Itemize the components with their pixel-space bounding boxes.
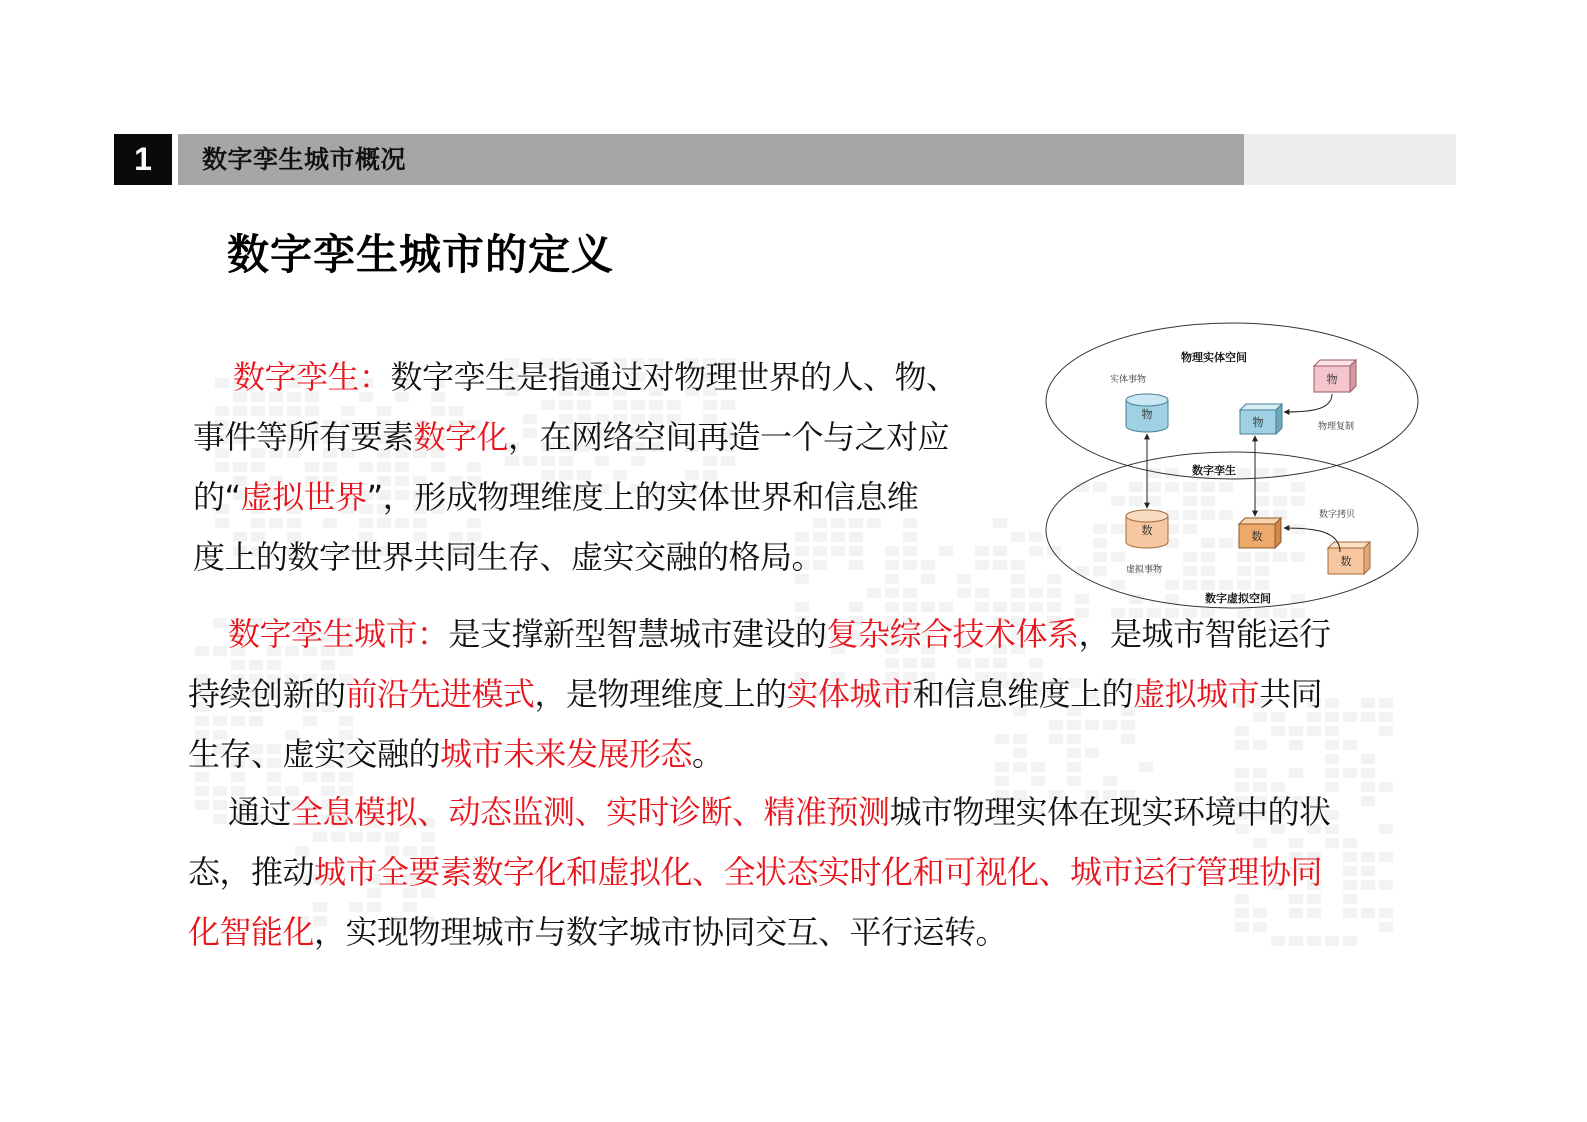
body-text: 是支撑新型智慧城市建设的 [448, 615, 827, 653]
highlight-text: 虚拟城市 [1133, 675, 1260, 713]
para-line [193, 527, 958, 587]
body-text: 。 [692, 735, 724, 773]
virtual-cylinder [1126, 510, 1168, 548]
body-text: ，在网络空间再造一个与之对应 [508, 418, 950, 456]
para-line [188, 842, 1331, 902]
physical-cube [1240, 404, 1282, 434]
para-line [188, 902, 1331, 962]
para-line [188, 782, 1331, 842]
body-text: 事件等所有要素 [193, 418, 414, 456]
para-line [193, 407, 958, 467]
section-number: 1 [114, 134, 172, 185]
digital-twin-city-definition [188, 604, 1331, 784]
svg-text:数: 数 [1141, 524, 1153, 537]
highlight-text: 数字孪生城市： [228, 615, 449, 653]
physical-space-ellipse [1046, 323, 1418, 479]
svg-text:物: 物 [1252, 416, 1264, 429]
highlight-text: 全息模拟、动态监测、实时诊断、精准预测 [291, 793, 890, 831]
body-text: 生存、虚实交融的 [188, 735, 441, 773]
svg-text:物: 物 [1141, 408, 1153, 421]
body-text: 和信息维度上的 [912, 675, 1134, 713]
section-header [114, 134, 1456, 185]
highlight-text: 数字化 [413, 418, 509, 456]
body-text: 通过 [228, 793, 292, 831]
body-text: 态，推动 [188, 853, 315, 891]
para-line [193, 467, 958, 527]
digital-copy-cube [1328, 542, 1370, 574]
physical-copy-label: 物理复制 [1317, 422, 1355, 432]
digital-twin-diagram [1040, 318, 1424, 610]
physical-space-label: 物理实体空间 [1181, 351, 1247, 364]
body-text: ，是城市智能运行 [1078, 615, 1331, 653]
virtual-thing-label: 虚拟事物 [1125, 565, 1163, 575]
highlight-text: 数字孪生： [233, 358, 391, 396]
para-line [188, 664, 1331, 724]
highlight-text: 实体城市 [786, 675, 913, 713]
svg-text:数: 数 [1340, 555, 1352, 568]
physical-cylinder [1126, 394, 1168, 432]
body-text: 度上的数字世界共同生存、虚实交融的格局。 [193, 538, 824, 576]
para-line [193, 347, 958, 407]
digital-copy-label: 数字拷贝 [1318, 510, 1356, 520]
body-text: ，实现物理城市与数字城市协同交互、平行运转。 [314, 913, 1008, 951]
highlight-text: 城市未来发展形态 [440, 735, 693, 773]
body-text: 持续创新的 [188, 675, 346, 713]
highlight-text: 化智能化 [188, 913, 315, 951]
body-text: 数字孪生是指通过对物理世界的人、物、 [390, 358, 958, 396]
page-title: 数字孪生城市的定义 [227, 230, 615, 279]
digital-space-label: 数字虚拟空间 [1205, 592, 1271, 605]
body-text: 共同 [1259, 675, 1323, 713]
physical-thing-label: 实体事物 [1109, 375, 1147, 385]
digital-twin-definition [193, 347, 958, 587]
highlight-text: 前沿先进模式 [345, 675, 535, 713]
body-text: 城市物理实体在现实环境中的状 [889, 793, 1331, 831]
digital-twin-city-goals [188, 782, 1331, 962]
digital-cube [1239, 518, 1281, 548]
digital-twin-label: 数字孪生 [1192, 464, 1236, 477]
section-title: 数字孪生城市概况 [202, 145, 407, 174]
physical-copy-cube [1314, 360, 1356, 392]
svg-text:数: 数 [1251, 530, 1263, 543]
para-line [188, 724, 1331, 784]
para-line [188, 604, 1331, 664]
highlight-text: 虚拟世界 [240, 478, 367, 516]
body-text: ”，形成物理维度上的实体世界和信息维 [366, 478, 919, 516]
body-text: ，是物理维度上的 [534, 675, 787, 713]
highlight-text: 复杂综合技术体系 [826, 615, 1079, 653]
highlight-text: 城市全要素数字化和虚拟化、全状态实时化和可视化、城市运行管理协同 [314, 853, 1323, 891]
svg-text:物: 物 [1326, 373, 1338, 386]
body-text: 的“ [193, 478, 241, 516]
